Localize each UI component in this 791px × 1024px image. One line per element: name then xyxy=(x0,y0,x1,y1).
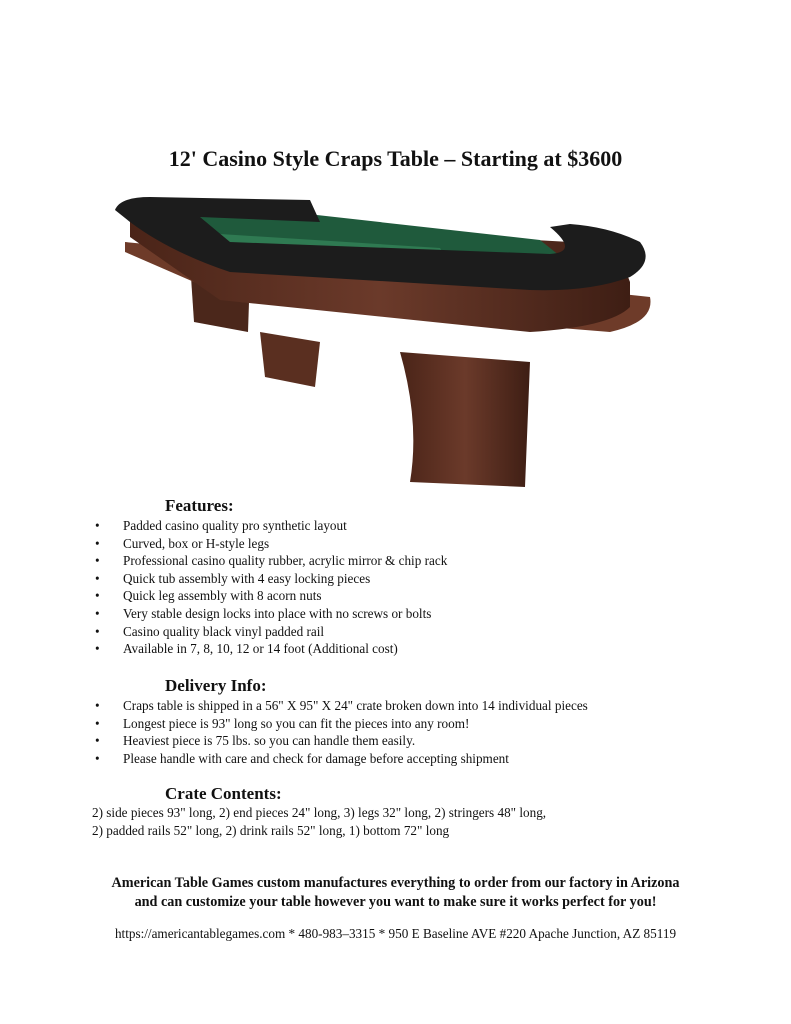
list-item: • Quick tub assembly with 4 easy locking pieces xyxy=(95,570,371,586)
list-item: • Heaviest piece is 75 lbs. so you can handle them easily. xyxy=(95,733,416,749)
crate-line: 2) padded rails 52" long, 2) drink rails 52" long, 1) bottom 72" long xyxy=(92,823,450,838)
list-item: • Very stable design locks into place with no screws or bolts xyxy=(95,605,432,621)
list-item: • Quick leg assembly with 8 acorn nuts xyxy=(95,588,322,604)
list-item: • Casino quality black vinyl padded rail xyxy=(95,623,325,639)
craps-table-image xyxy=(110,182,655,492)
list-item: • Please handle with care and check for damage before accepting shipment xyxy=(95,750,509,766)
contact-footer: https://americantablegames.com * 480-983–3315 * 950 E Baseline AVE #220 Apache Junction, AZ 85119 xyxy=(114,926,677,941)
delivery-list xyxy=(95,697,588,767)
list-item: • Curved, box or H-style legs xyxy=(95,535,270,551)
list-item: • Available in 7, 8, 10, 12 or 14 foot (Additional cost) xyxy=(95,641,398,657)
closing-line: American Table Games custom manufactures everything to order from our factory in Arizona xyxy=(111,875,680,891)
crate-heading: Crate Contents: xyxy=(165,784,282,803)
features-heading: Features: xyxy=(165,496,234,515)
features-list xyxy=(95,517,447,658)
list-item: • Longest piece is 93" long so you can fit the pieces into any room! xyxy=(95,715,470,731)
crate-line: 2) side pieces 93" long, 2) end pieces 24" long, 3) legs 32" long, 2) stringers 48" long, xyxy=(92,805,547,820)
delivery-heading: Delivery Info: xyxy=(165,676,267,695)
list-item: • Craps table is shipped in a 56" X 95" X 24" crate broken down into 14 individual pieces xyxy=(95,698,588,713)
closing-line: and can customize your table however you want to make sure it works perfect for you! xyxy=(134,894,657,910)
page-title: 12' Casino Style Craps Table – Starting at $3600 xyxy=(168,146,623,171)
list-item: • Professional casino quality rubber, acrylic mirror & chip rack xyxy=(95,553,448,569)
list-item: • Padded casino quality pro synthetic layout xyxy=(95,518,347,533)
